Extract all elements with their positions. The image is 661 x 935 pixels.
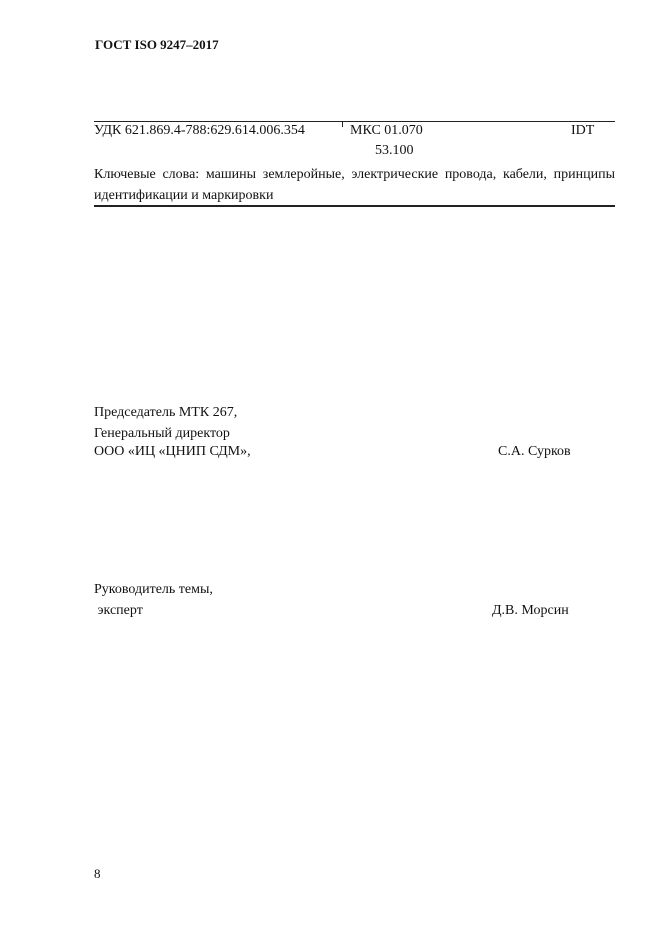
- mks-code-2: 53.100: [375, 143, 414, 158]
- idt-label: IDT: [571, 123, 595, 138]
- divider-tick: [342, 121, 343, 127]
- signer-1-line-2: Генеральный директор: [94, 426, 230, 441]
- signer-2-line-2: эксперт: [94, 603, 143, 618]
- signer-1-line-1: Председатель МТК 267,: [94, 405, 238, 420]
- udk-code: УДК 621.869.4-788:629.614.006.354: [94, 123, 305, 138]
- bottom-divider: [94, 205, 615, 207]
- signer-1-name: С.А. Сурков: [498, 444, 571, 459]
- signer-2-name: Д.В. Морсин: [492, 603, 569, 618]
- signer-2-line-1: Руководитель темы,: [94, 582, 213, 597]
- signer-1-line-3: ООО «ИЦ «ЦНИП СДМ»,: [94, 444, 251, 459]
- mks-code-1: МКС 01.070: [350, 123, 423, 138]
- page-number: 8: [94, 866, 101, 881]
- keywords-text: Ключевые слова: машины землеройные, электрические провода, кабели, принципы идентификации и маркировки: [94, 167, 615, 203]
- document-header: ГОСТ ISO 9247–2017: [95, 37, 219, 52]
